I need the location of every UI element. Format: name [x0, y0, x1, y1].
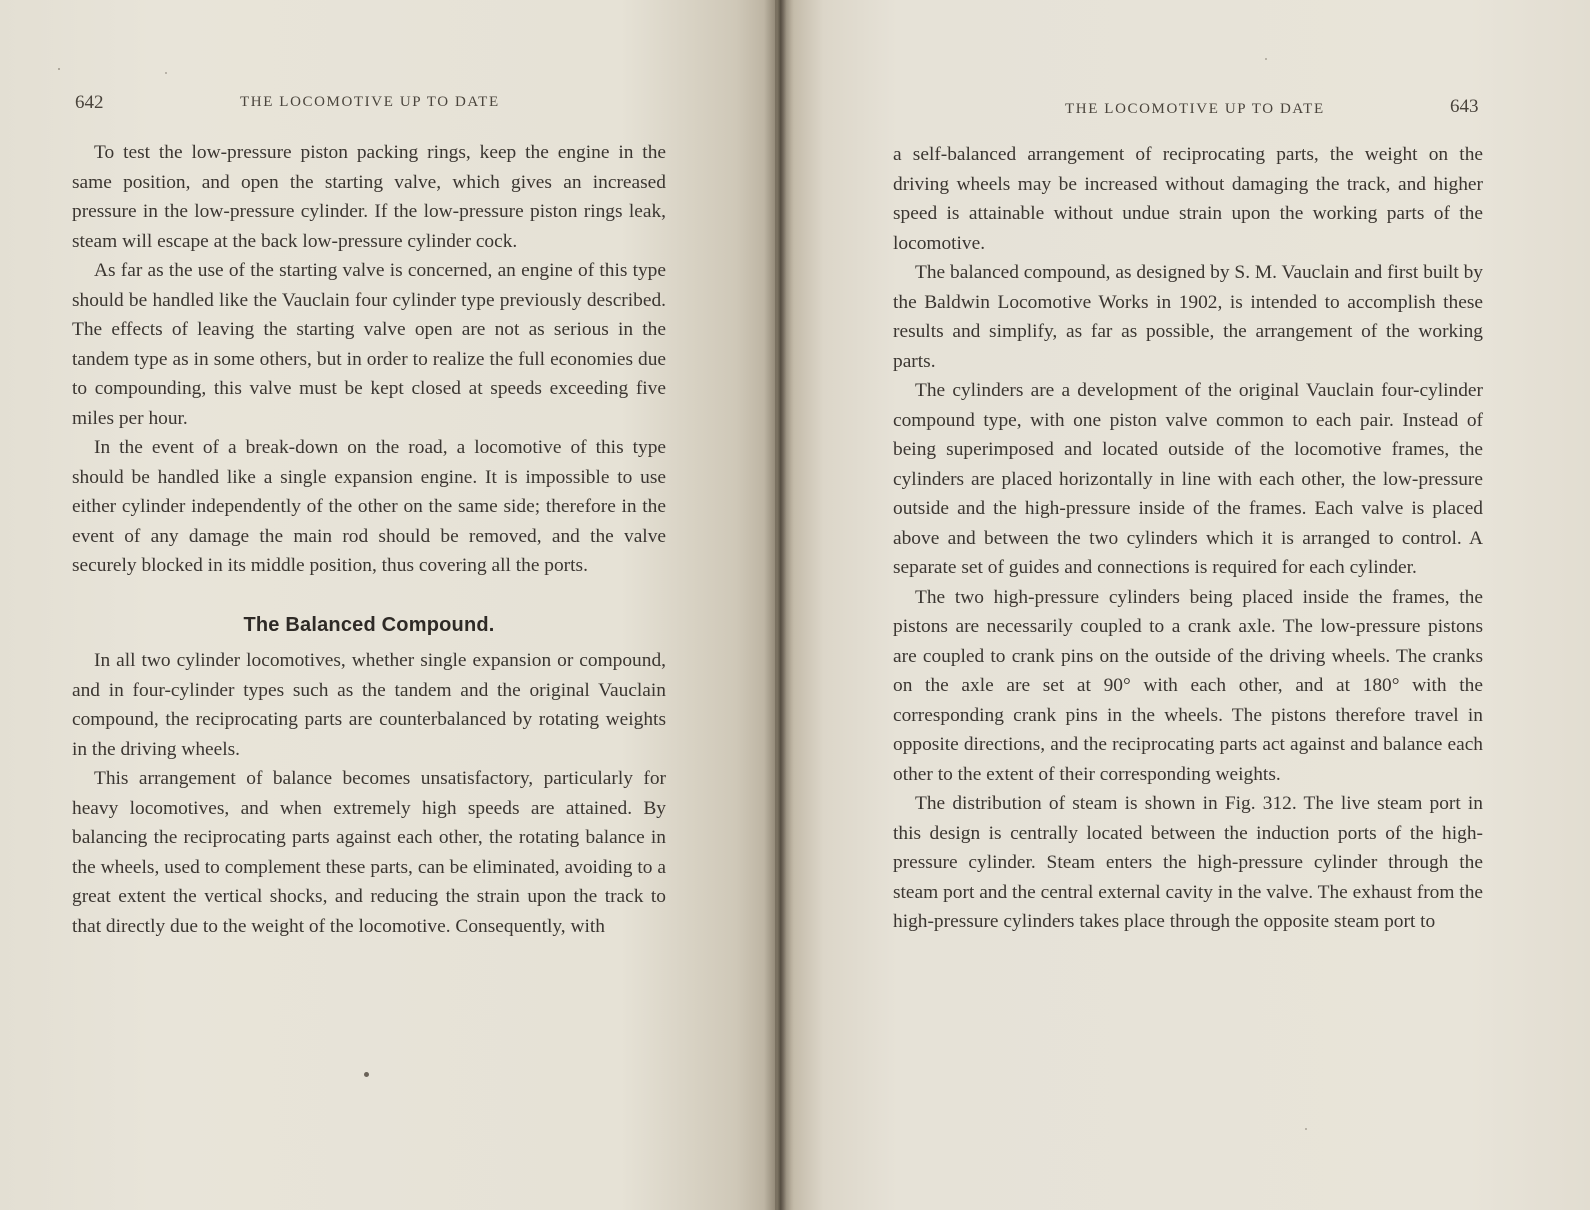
paragraph: In the event of a break-down on the road, a locomotive of this type should be handled like a single expansion engine. It is impossible to use either cylinder independently of the other on the same side; therefore in the event of any damage the main rod should be removed, and the valve securely blocked in its middle position, thus covering all the ports. [72, 437, 666, 576]
page-number-left: 642 [75, 92, 104, 113]
paragraph: In all two cylinder locomotives, whether single expansion or compound, and in four-cylinder types such as the tandem and the original Vauclain compound, the reciprocating parts are counterbalanced by rotating weights in the driving wheels. [72, 650, 666, 760]
right-page-body [893, 140, 1483, 937]
paragraph: The cylinders are a development of the original Vauclain four-cylinder compound type, with one piston valve common to each pair. Instead of being superimposed and located outside of the locomotive frames, the cylinders are placed horizontally in line with each other, the low-pressure outside and the high-pressure inside of the frames. Each valve is placed above and between the two cylinders which it is arranged to control. A separate set of guides and connections is required for each cylinder. [893, 380, 1483, 578]
paragraph: This arrangement of balance becomes unsatisfactory, particularly for heavy locomotives, and when extremely high speeds are attained. By balancing the reciprocating parts against each other, the rotating balance in the wheels, used to complement these parts, can be eliminated, avoiding to a great extent the vertical shocks, and reducing the strain upon the track to that directly due to the weight of the locomotive. Consequently, with [72, 768, 666, 937]
paper-speck [165, 72, 167, 74]
paper-speck [1305, 1128, 1307, 1130]
left-page [0, 0, 775, 1210]
section-heading: The Balanced Compound. [243, 613, 495, 636]
page-number-right: 643 [1450, 96, 1479, 117]
paper-speck [58, 68, 60, 70]
running-head-left: THE LOCOMOTIVE UP TO DATE [240, 94, 500, 110]
right-page [775, 0, 1590, 1210]
paper-speck [364, 1072, 369, 1077]
paragraph: To test the low-pressure piston packing rings, keep the engine in the same position, and open the starting valve, which gives an increased pressure in the low-pressure cylinder. If the low-pressure piston rings leak, steam will escape at the back low-pressure cylinder cock. [72, 142, 666, 252]
paragraph: As far as the use of the starting valve is concerned, an engine of this type should be handled like the Vauclain four cylinder type previously described. The effects of leaving the starting valve open are not as serious in the tandem type as in some others, but in order to realize the full economies due to compounding, this valve must be kept closed at speeds exceeding five miles per hour. [72, 260, 666, 429]
paper-speck [1265, 58, 1267, 60]
paragraph: The distribution of steam is shown in Fig. 312. The live steam port in this design is centrally located between the induction ports of the high-pressure cylinder. Steam enters the high-pressure cylinder through the steam port and the central external cavity in the valve. The exhaust from the high-pressure cylinders takes place through the opposite steam port to [893, 793, 1483, 932]
running-head-right: THE LOCOMOTIVE UP TO DATE [1065, 101, 1325, 117]
paragraph: a self-balanced arrangement of reciprocating parts, the weight on the driving wheels may be increased without damaging the track, and higher speed is attainable without undue strain upon the working parts of the locomotive. [893, 144, 1483, 254]
paragraph: The two high-pressure cylinders being placed inside the frames, the pistons are necessarily coupled to a crank axle. The low-pressure pistons are coupled to crank pins on the outside of the driving wheels. The cranks on the axle are set at 90° with each other, and at 180° with the corresponding crank pins in the wheels. The pistons therefore travel in opposite directions, and the reciprocating parts act against and balance each other to the extent of their corresponding weights. [893, 586, 1483, 785]
paragraph: The balanced compound, as designed by S. M. Vauclain and first built by the Baldwin Locomotive Works in 1902, is intended to accomplish these results and simplify, as far as possible, the arrangement of the working parts. [893, 262, 1483, 372]
left-page-body [72, 138, 666, 941]
